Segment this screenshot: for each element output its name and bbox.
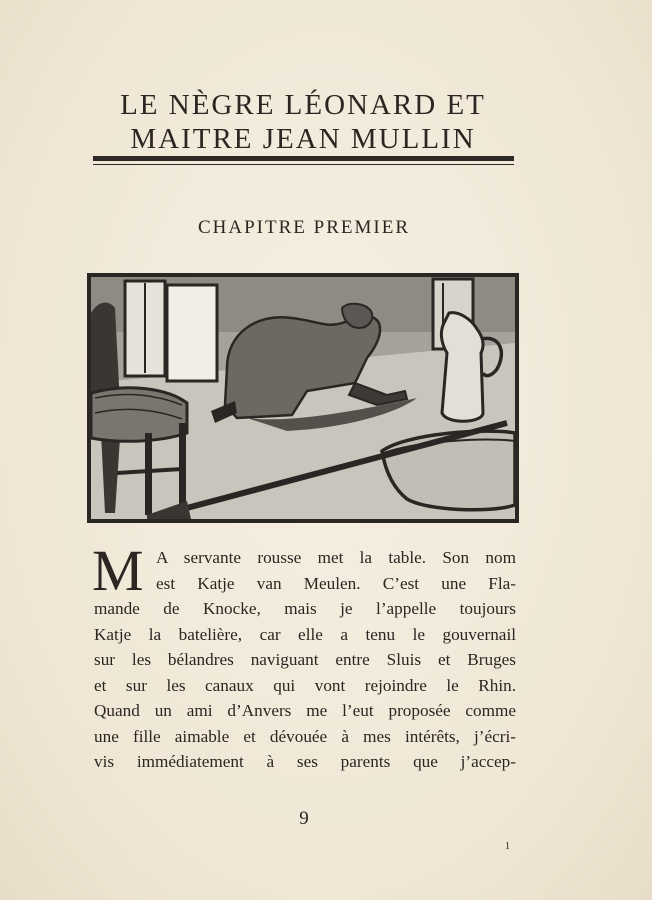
text-line: est Katje van Meulen. C’est une Fla-	[156, 573, 516, 593]
text-line: une fille aimable et dévouée à mes intérêts, j’écri-	[94, 726, 516, 746]
text-line: A servante rousse met la table. Son nom	[156, 548, 516, 567]
body-text	[92, 538, 516, 775]
title-line-1: LE NÈGRE LÉONARD ET	[120, 89, 486, 121]
title-rule-thin	[93, 164, 514, 165]
text-line: vis immédiatement à ses parents que j’accep-	[94, 752, 516, 771]
title-rule-thick	[93, 156, 514, 161]
text-line: mande de Knocke, mais je l’appelle toujours	[94, 599, 516, 618]
title-line-2: MAITRE JEAN MULLIN	[130, 123, 476, 155]
text-line: Katje la batelière, car elle a tenu le gouvernail	[94, 624, 516, 644]
text-line: et sur les canaux qui vont rejoindre le Rhin.	[94, 675, 516, 695]
woodcut-illustration	[87, 273, 519, 523]
book-title	[88, 88, 518, 156]
page-number: 9	[299, 808, 309, 829]
text-line: sur les bélandres naviguant entre Sluis et Bruges	[94, 650, 516, 669]
chapter-heading: CHAPITRE PREMIER	[198, 217, 410, 238]
text-line: Quand un ami d’Anvers me l’eut proposée comme	[94, 701, 516, 720]
drop-capital: M	[92, 538, 144, 603]
signature-mark: 1	[505, 841, 510, 852]
